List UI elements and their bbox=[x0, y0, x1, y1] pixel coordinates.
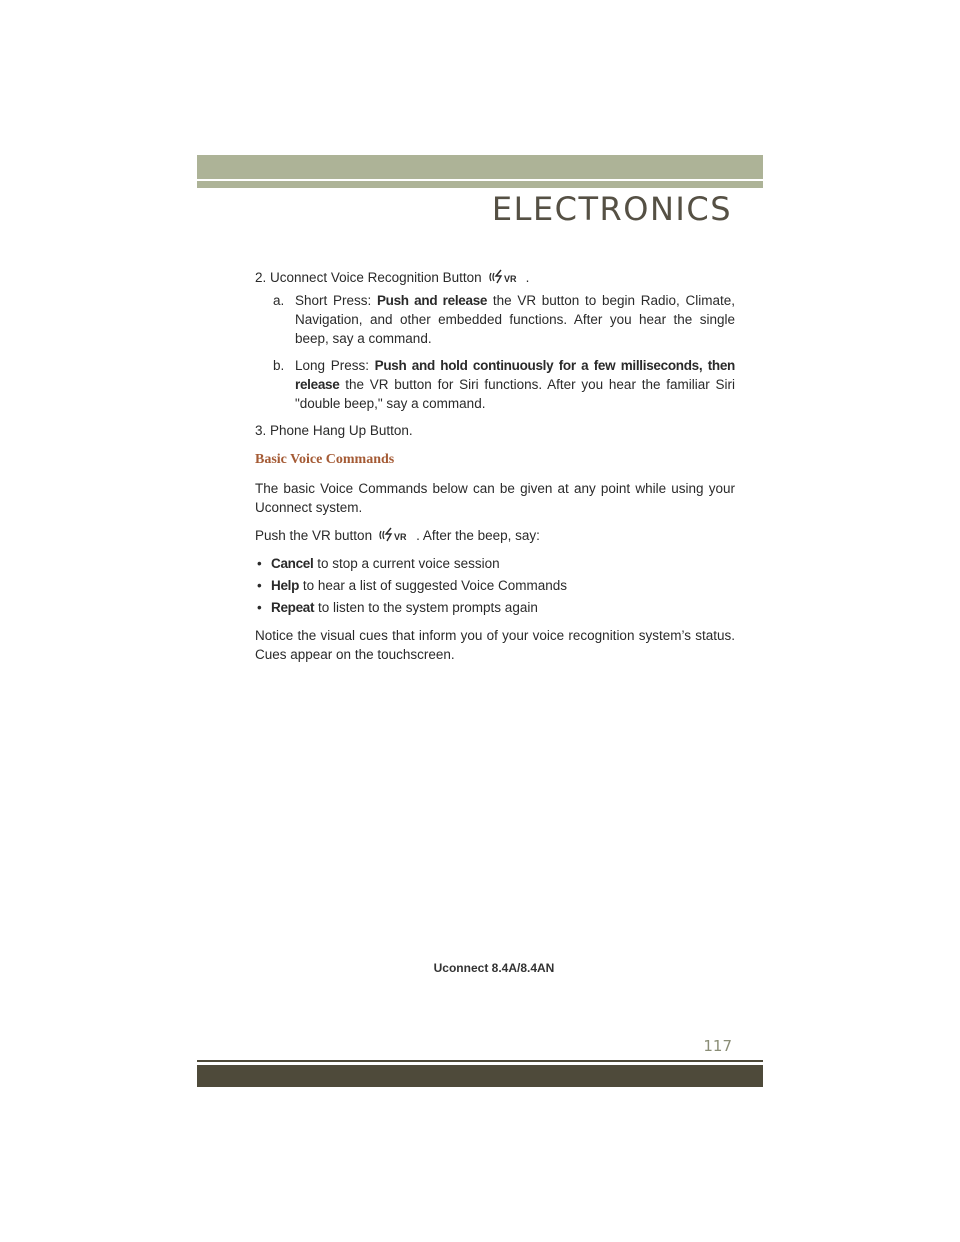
push-after: . After the beep, say: bbox=[416, 528, 540, 543]
page-content bbox=[255, 268, 735, 673]
intro-paragraph: The basic Voice Commands below can be given at any point while using your Uconnect system. bbox=[255, 481, 735, 515]
bullet-dot-icon: • bbox=[257, 600, 262, 615]
list-item-2b bbox=[255, 356, 735, 413]
list-item-2 bbox=[255, 268, 735, 287]
press-description: the VR button to begin Radio, Climate, bbox=[492, 293, 735, 308]
bullet-item bbox=[255, 598, 735, 617]
push-before: Push the VR button bbox=[255, 528, 373, 543]
press-action: Push and release bbox=[376, 293, 488, 308]
header-rule bbox=[197, 181, 763, 188]
item-suffix: . bbox=[525, 270, 530, 285]
footer-rule bbox=[197, 1060, 763, 1062]
command-name: Repeat bbox=[271, 600, 315, 615]
page-number: 117 bbox=[703, 1037, 732, 1055]
section-heading: Basic Voice Commands bbox=[255, 452, 395, 467]
press-label: Long Press: bbox=[295, 358, 369, 373]
command-name: Cancel bbox=[271, 556, 314, 571]
bullet-item bbox=[255, 554, 735, 573]
sub-letter: a. bbox=[273, 293, 285, 308]
press-description-cont: Navigation, and other embedded functions. After you hear the single beep, say a command. bbox=[295, 312, 735, 346]
bullet-item bbox=[255, 576, 735, 595]
command-description: to hear a list of suggested Voice Commands bbox=[302, 578, 567, 593]
press-description: the bbox=[345, 377, 364, 392]
press-action: Push and hold continuously for a few milliseconds, then release bbox=[295, 358, 735, 392]
press-description-cont: VR button for Siri functions. After you hear the familiar Siri "double beep," say a command. bbox=[295, 377, 735, 411]
bullet-dot-icon: • bbox=[257, 556, 262, 571]
item-text: Uconnect Voice Recognition Button bbox=[270, 270, 482, 285]
header-band bbox=[197, 155, 763, 179]
list-item-2a bbox=[255, 291, 735, 348]
item-text: Phone Hang Up Button. bbox=[270, 423, 413, 438]
figure-caption: Uconnect 8.4A/8.4AN bbox=[433, 961, 555, 975]
bullet-dot-icon: • bbox=[257, 578, 262, 593]
vr-button-icon bbox=[378, 527, 412, 543]
list-item-3 bbox=[255, 421, 735, 440]
footer-band bbox=[197, 1065, 763, 1087]
press-label: Short Press: bbox=[295, 293, 372, 308]
vr-button-icon bbox=[488, 269, 522, 285]
notice-paragraph: Notice the visual cues that inform you of your voice recognition system’s status. Cues appear on the touchscreen. bbox=[255, 628, 735, 662]
command-description: to stop a current voice session bbox=[317, 556, 500, 571]
list-number: 2. bbox=[255, 270, 267, 285]
command-description: to listen to the system prompts again bbox=[317, 600, 538, 615]
svg-text:VR: VR bbox=[503, 274, 517, 284]
section-title: ELECTRONICS bbox=[491, 190, 732, 228]
sub-letter: b. bbox=[273, 358, 285, 373]
list-number: 3. bbox=[255, 423, 267, 438]
svg-text:VR: VR bbox=[394, 532, 407, 542]
command-name: Help bbox=[271, 578, 300, 593]
push-instruction bbox=[255, 526, 735, 545]
